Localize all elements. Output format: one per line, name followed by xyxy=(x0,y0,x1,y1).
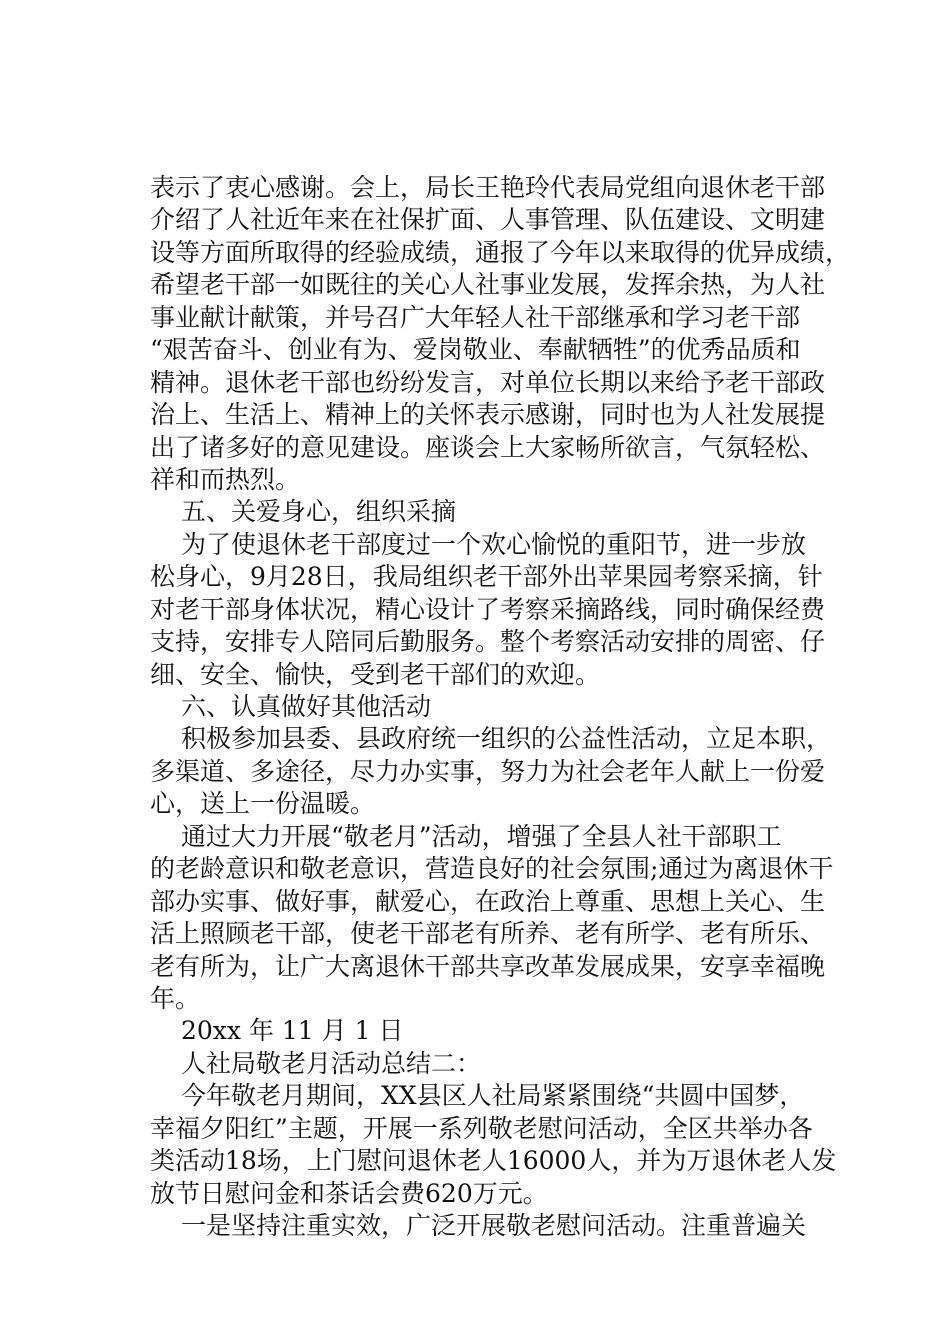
text-line: 年。 xyxy=(150,983,201,1013)
text-line: 为了使退休老干部度过一个欢心愉悦的重阳节，进一步放 xyxy=(181,529,807,559)
text-line: 20xx 年 11 月 1 日 xyxy=(181,1016,404,1046)
text-line: 表示了衷心感谢。会上，局长王艳玲代表局党组向退休老干部 xyxy=(150,173,826,202)
text-line: 事业献计献策，并号召广大年轻人社干部继承和学习老干部 xyxy=(150,302,801,332)
text-line: 今年敬老月期间，XX县区人社局紧紧围绕“共圆中国梦， xyxy=(181,1081,805,1111)
text-line: 支持，安排专人陪同后勤服务。整个考察活动安排的周密、仔 xyxy=(150,627,826,657)
text-line: 积极参加县委、县政府统一组织的公益性活动，立足本职， xyxy=(181,724,832,754)
text-line: 类活动18场，上门慰问退休老人16000人，并为万退休老人发 xyxy=(150,1146,837,1176)
text-line: 祥和而热烈。 xyxy=(150,464,301,494)
text-line: 介绍了人社近年来在社保扩面、人事管理、队伍建设、文明建 xyxy=(150,205,826,235)
text-line: 多渠道、多途径，尽力办实事，努力为社会老年人献上一份爱 xyxy=(150,756,826,786)
text-line: 治上、生活上、精神上的关怀表示感谢，同时也为人社发展提 xyxy=(150,400,826,430)
text-line: 出了诸多好的意见建设。座谈会上大家畅所欲言，气氛轻松、 xyxy=(150,432,826,462)
text-line: 一是坚持注重实效，广泛开展敬老慰问活动。注重普遍关 xyxy=(181,1211,807,1240)
text-line: 的老龄意识和敬老意识，营造良好的社会氛围;通过为离退休干 xyxy=(150,854,834,884)
text-line: 部办实事、做好事，献爱心，在政治上尊重、思想上关心、生 xyxy=(150,886,826,916)
text-line: 心，送上一份温暖。 xyxy=(150,789,376,819)
text-line: 松身心，9月28日，我局组织老干部外出苹果园考察采摘，针 xyxy=(150,562,823,592)
text-line: 五、关爱身心，组织采摘 xyxy=(181,497,457,527)
text-line: 放节日慰问金和茶话会费620万元。 xyxy=(150,1178,548,1208)
text-line: “艰苦奋斗、创业有为、爱岗敬业、奉献牺牲”的优秀品质和 xyxy=(150,335,801,365)
text-line: 通过大力开展“敬老月”活动，增强了全县人社干部职工 xyxy=(181,821,782,851)
text-line: 细、安全、愉快，受到老干部们的欢迎。 xyxy=(150,659,601,689)
text-line: 精神。退休老干部也纷纷发言，对单位长期以来给予老干部政 xyxy=(150,367,826,397)
text-line: 设等方面所取得的经验成绩，通报了今年以来取得的优异成绩， xyxy=(150,237,851,267)
text-line: 希望老干部一如既往的关心人社事业发展，发挥余热，为人社 xyxy=(150,270,826,300)
text-line: 活上照顾老干部，使老干部老有所养、老有所学、老有所乐、 xyxy=(150,919,826,949)
document-body xyxy=(150,172,850,1242)
text-line: 人社局敬老月活动总结二： xyxy=(181,1048,482,1078)
text-line: 六、认真做好其他活动 xyxy=(181,692,432,721)
text-line: 对老干部身体状况，精心设计了考察采摘路线，同时确保经费 xyxy=(150,594,826,624)
text-line: 幸福夕阳红”主题，开展一系列敬老慰问活动，全区共举办各 xyxy=(150,1113,813,1143)
text-line: 老有所为，让广大离退休干部共享改革发展成果，安享幸福晚 xyxy=(150,951,826,981)
